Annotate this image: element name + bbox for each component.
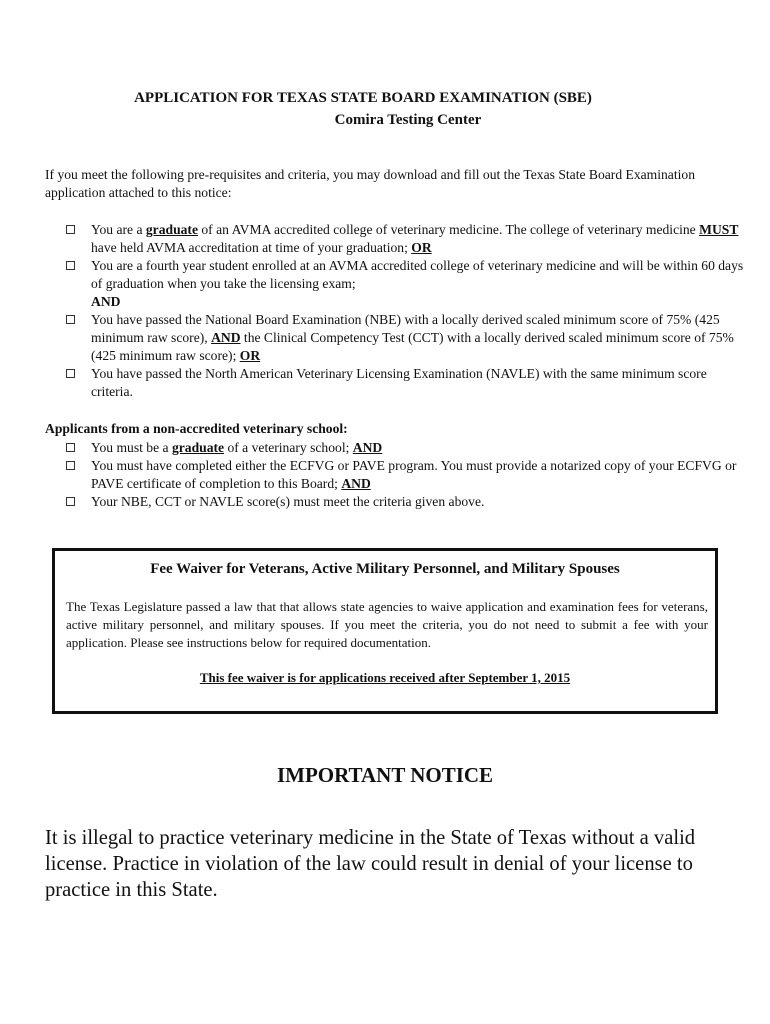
important-notice-title: IMPORTANT NOTICE	[276, 763, 494, 787]
criteria-item-navle: You have passed the North American Veterinary Licensing Examination (NAVLE) with the same minimum score criteria.	[66, 365, 746, 401]
non-accredited-item-graduate: You must be a graduate of a veterinary school; AND	[66, 439, 746, 457]
checkbox-icon	[66, 315, 75, 324]
fee-waiver-note: This fee waiver is for applications received after September 1, 2015	[199, 670, 571, 685]
non-accredited-list	[66, 439, 746, 511]
fee-waiver-box	[52, 548, 718, 714]
criteria-item-graduate: You are a graduate of an AVMA accredited college of veterinary medicine. The college of veterinary medicine MUST have held AVMA accreditation at time of your graduation; OR	[66, 221, 746, 257]
criteria-item-fourth-year: You are a fourth year student enrolled at an AVMA accredited college of veterinary medicine and will be within 60 days of graduation when you take the licensing exam; AND	[66, 257, 746, 311]
checkbox-icon	[66, 225, 75, 234]
criteria-item-nbe: You have passed the National Board Examination (NBE) with a locally derived scaled minimum score of 75% (425 minimum raw score), AND the Clinical Competency Test (CCT) with a locally derived scaled minimum score of 75% (425 minimum raw score); OR	[66, 311, 746, 365]
checkbox-icon	[66, 261, 75, 270]
fee-waiver-body: The Texas Legislature passed a law that that allows state agencies to waive application and examination fees for veterans, active military personnel, and military spouses. If you meet the criteria, you do not need to submit a fee with your application. Please see instructions below for required documentation.	[66, 599, 708, 650]
checkbox-icon	[66, 443, 75, 452]
non-accredited-heading: Applicants from a non-accredited veterinary school:	[45, 421, 348, 436]
checkbox-icon	[66, 461, 75, 470]
checkbox-icon	[66, 497, 75, 506]
non-accredited-item-scores: Your NBE, CCT or NAVLE score(s) must meet the criteria given above.	[66, 493, 746, 511]
document-subtitle: Comira Testing Center	[334, 112, 482, 128]
important-notice-body: It is illegal to practice veterinary medicine in the State of Texas without a valid license. Practice in violation of the law could result in denial of your license to practice in this State.	[45, 827, 696, 901]
fee-waiver-title: Fee Waiver for Veterans, Active Military Personnel, and Military Spouses	[150, 561, 620, 577]
and-connector: AND	[91, 294, 121, 309]
checkbox-icon	[66, 369, 75, 378]
criteria-list	[66, 221, 746, 401]
document-title: APPLICATION FOR TEXAS STATE BOARD EXAMINATION (SBE)	[134, 90, 592, 106]
intro-paragraph: If you meet the following pre-requisites and criteria, you may download and fill out the Texas State Board Examination application attached to this notice:	[45, 167, 695, 200]
non-accredited-item-ecfvg: You must have completed either the ECFVG or PAVE program. You must provide a notarized copy of your ECFVG or PAVE certificate of completion to this Board; AND	[66, 457, 746, 493]
